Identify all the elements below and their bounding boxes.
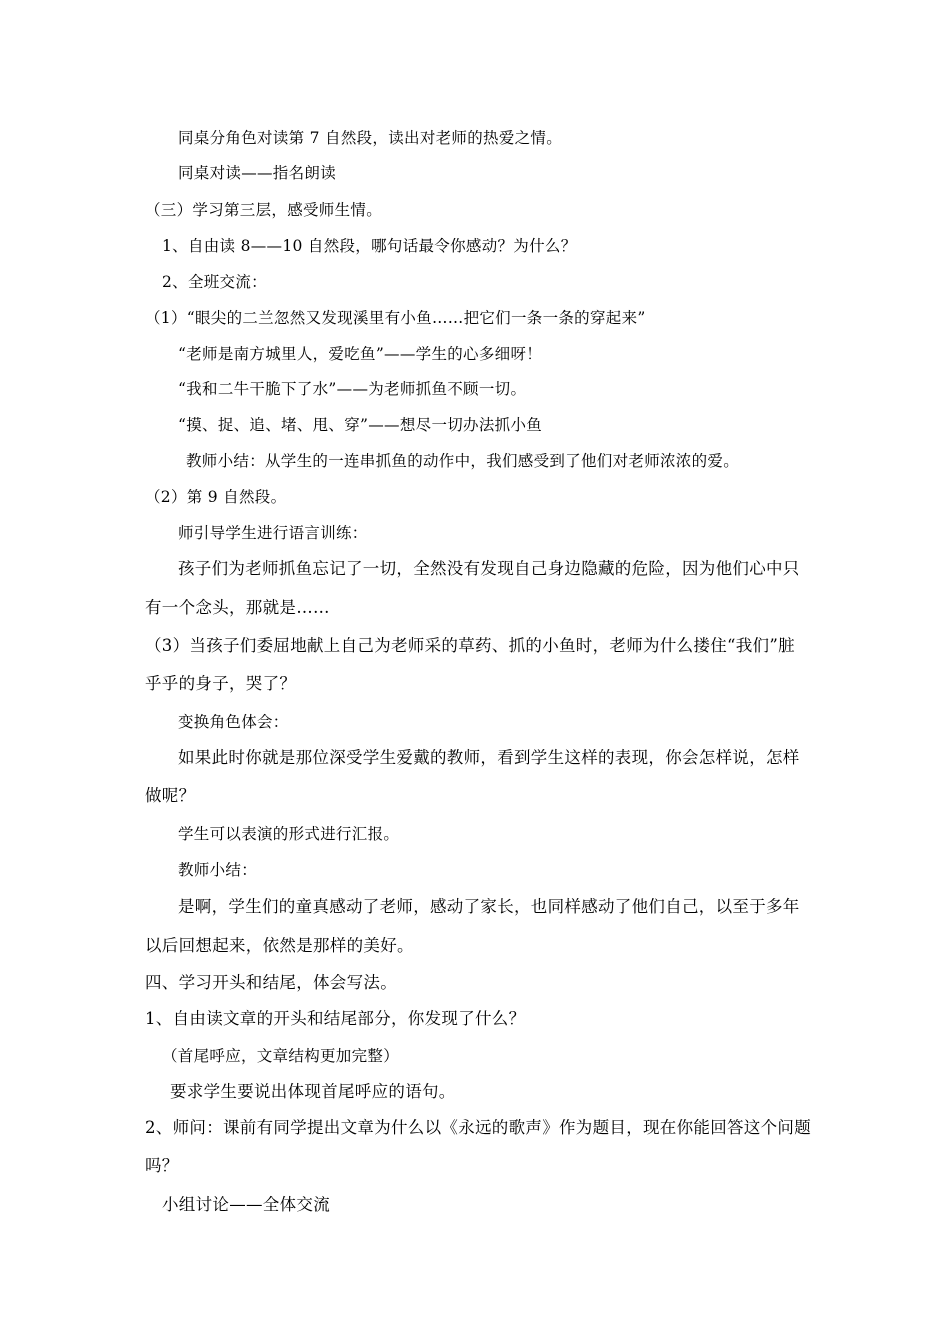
text-line: 以后回想起来，依然是那样的美好。 <box>145 936 414 955</box>
text-line: 1、自由读 8——10 自然段，哪句话最令你感动？为什么？ <box>162 237 577 255</box>
text-line: 四、学习开头和结尾，体会写法。 <box>145 973 397 992</box>
text-line: （3）当孩子们委屈地献上自己为老师采的草药、抓的小鱼时，老师为什么搂住“我们”脏 <box>145 636 795 655</box>
text-line: 2、全班交流： <box>162 273 267 291</box>
text-line: 变换角色体会： <box>178 713 289 731</box>
text-line: 有一个念头，那就是…… <box>145 598 330 617</box>
text-line: “我和二牛干脆下了水”——为老师抓鱼不顾一切。 <box>178 380 527 398</box>
text-line: 做呢？ <box>145 786 196 805</box>
text-line: 孩子们为老师抓鱼忘记了一切，全然没有发现自己身边隐藏的危险，因为他们心中只 <box>178 559 800 578</box>
text-line: “老师是南方城里人，爱吃鱼”——学生的心多细呀！ <box>178 345 543 363</box>
text-line: “摸、捉、追、堵、甩、穿”——想尽一切办法抓小鱼 <box>178 416 543 434</box>
text-line: 教师小结： <box>178 861 258 879</box>
text-line: 教师小结：从学生的一连串抓鱼的动作中，我们感受到了他们对老师浓浓的爱。 <box>186 452 740 470</box>
text-line: 吗？ <box>145 1156 179 1175</box>
text-line: （1）“眼尖的二兰忽然又发现溪里有小鱼……把它们一条一条的穿起来” <box>145 309 646 327</box>
text-line: 2、师问：课前有同学提出文章为什么以《永远的歌声》作为题目，现在你能回答这个问题 <box>145 1118 811 1137</box>
text-line: 师引导学生进行语言训练： <box>178 524 368 542</box>
text-line: 同桌对读——指名朗读 <box>178 164 337 182</box>
text-line: 学生可以表演的形式进行汇报。 <box>178 825 400 843</box>
text-line: 要求学生要说出体现首尾呼应的语句。 <box>170 1082 456 1101</box>
text-line: 如果此时你就是那位深受学生爱戴的教师，看到学生这样的表现，你会怎样说，怎样 <box>178 748 800 767</box>
text-line: 1、自由读文章的开头和结尾部分，你发现了什么？ <box>145 1009 526 1028</box>
text-line: （首尾呼应，文章结构更加完整） <box>162 1047 400 1065</box>
text-line: 是啊，学生们的童真感动了老师，感动了家长，也同样感动了他们自己，以至于多年 <box>178 897 800 916</box>
text-line: 小组讨论——全体交流 <box>162 1195 330 1214</box>
text-line: 乎乎的身子，哭了？ <box>145 674 297 693</box>
text-line: （2）第 9 自然段。 <box>145 488 287 506</box>
text-line: 同桌分角色对读第 7 自然段，读出对老师的热爱之情。 <box>178 129 563 147</box>
text-line: （三）学习第三层，感受师生情。 <box>145 201 383 219</box>
